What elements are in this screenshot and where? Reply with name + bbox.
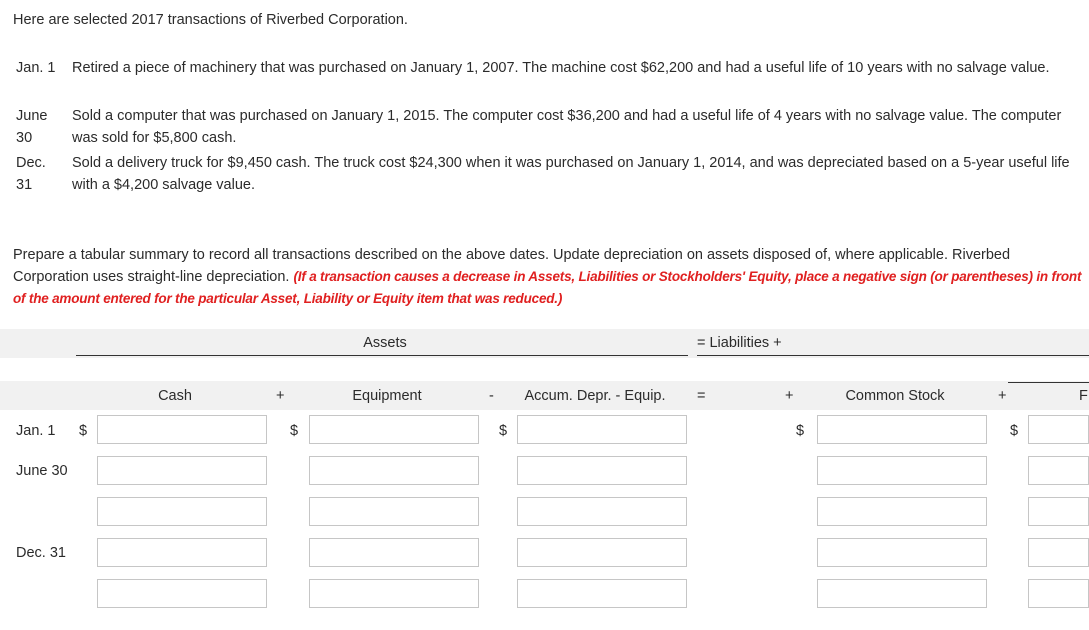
group-header-band <box>0 329 1089 358</box>
cash-input[interactable] <box>97 497 267 526</box>
transaction-text: Sold a delivery truck for $9,450 cash. The truck cost $24,300 when it was purchased on January 1, 2014, and was depreciated based on a 5-year useful life with a $4,200 salvage value. <box>72 155 1070 193</box>
col-truncated: F <box>1079 388 1088 404</box>
assets-group-label: Assets <box>363 335 407 351</box>
retained-earnings-input[interactable] <box>1028 415 1089 444</box>
liabilities-underline <box>697 355 1089 356</box>
col-equipment: Equipment <box>352 388 422 404</box>
col-accum-depr: Accum. Depr. - Equip. <box>524 388 666 404</box>
row-label-dec31: Dec. 31 <box>16 545 66 561</box>
row-label-jan1: Jan. 1 <box>16 423 56 439</box>
common-stock-input[interactable] <box>817 538 987 567</box>
common-stock-input[interactable] <box>817 415 987 444</box>
accum-depr-input[interactable] <box>517 579 687 608</box>
equipment-input[interactable] <box>309 456 479 485</box>
common-stock-input[interactable] <box>817 456 987 485</box>
liabilities-group-label: = Liabilities + <box>697 335 782 351</box>
dollar-sign: $ <box>79 423 88 439</box>
transaction-text: Retired a piece of machinery that was purchased on January 1, 2007. The machine cost $62,200 and had a useful life of 10 years with no salvage value. <box>72 60 1050 76</box>
intro-text: Here are selected 2017 transactions of Riverbed Corporation. <box>13 12 408 28</box>
col-equals: = <box>697 388 706 404</box>
instructions-main: Prepare a tabular summary to record all transactions described on the above dates. Update depreciation on assets disposed of, where applicable. Riverbed Corporation uses straight-line depreciation. <box>13 247 1011 285</box>
dollar-sign: $ <box>290 423 299 439</box>
common-stock-input[interactable] <box>817 579 987 608</box>
common-stock-input[interactable] <box>817 497 987 526</box>
transaction-date: Dec. 31 <box>16 155 46 193</box>
dollar-sign: $ <box>1010 423 1019 439</box>
transaction-text: Sold a computer that was purchased on January 1, 2015. The computer cost $36,200 and had a useful life of 4 years with no salvage value. The computer was sold for $5,800 cash. <box>72 108 1062 146</box>
instructions-note: (If a transaction causes a decrease in Assets, Liabilities or Stockholders' Equity, place a negative sign (or parentheses) in front of the amount entered for the particular Asset, Liability or Equity item that was reduced.) <box>13 269 1082 306</box>
retained-earnings-input[interactable] <box>1028 538 1089 567</box>
transaction-date: Jan. 1 <box>16 60 56 76</box>
accum-depr-input[interactable] <box>517 456 687 485</box>
transaction-date: June 30 <box>16 108 48 146</box>
cash-input[interactable] <box>97 538 267 567</box>
dollar-sign: $ <box>796 423 805 439</box>
col-minus: - <box>489 388 494 404</box>
col-plus: + <box>276 388 285 404</box>
instructions <box>13 244 1083 310</box>
accum-depr-input[interactable] <box>517 415 687 444</box>
col-cash: Cash <box>158 388 192 404</box>
col-common-stock: Common Stock <box>845 388 945 404</box>
cash-input[interactable] <box>97 415 267 444</box>
accum-depr-input[interactable] <box>517 538 687 567</box>
retained-earnings-input[interactable] <box>1028 579 1089 608</box>
retained-earnings-input[interactable] <box>1028 456 1089 485</box>
col-plus: + <box>998 388 1007 404</box>
equity-underline <box>1008 382 1089 383</box>
assets-underline <box>76 355 688 356</box>
accum-depr-input[interactable] <box>517 497 687 526</box>
cash-input[interactable] <box>97 456 267 485</box>
retained-earnings-input[interactable] <box>1028 497 1089 526</box>
cash-input[interactable] <box>97 579 267 608</box>
equipment-input[interactable] <box>309 579 479 608</box>
col-plus: + <box>785 388 794 404</box>
equipment-input[interactable] <box>309 538 479 567</box>
equipment-input[interactable] <box>309 497 479 526</box>
equipment-input[interactable] <box>309 415 479 444</box>
dollar-sign: $ <box>499 423 508 439</box>
row-label-june30: June 30 <box>16 463 68 479</box>
